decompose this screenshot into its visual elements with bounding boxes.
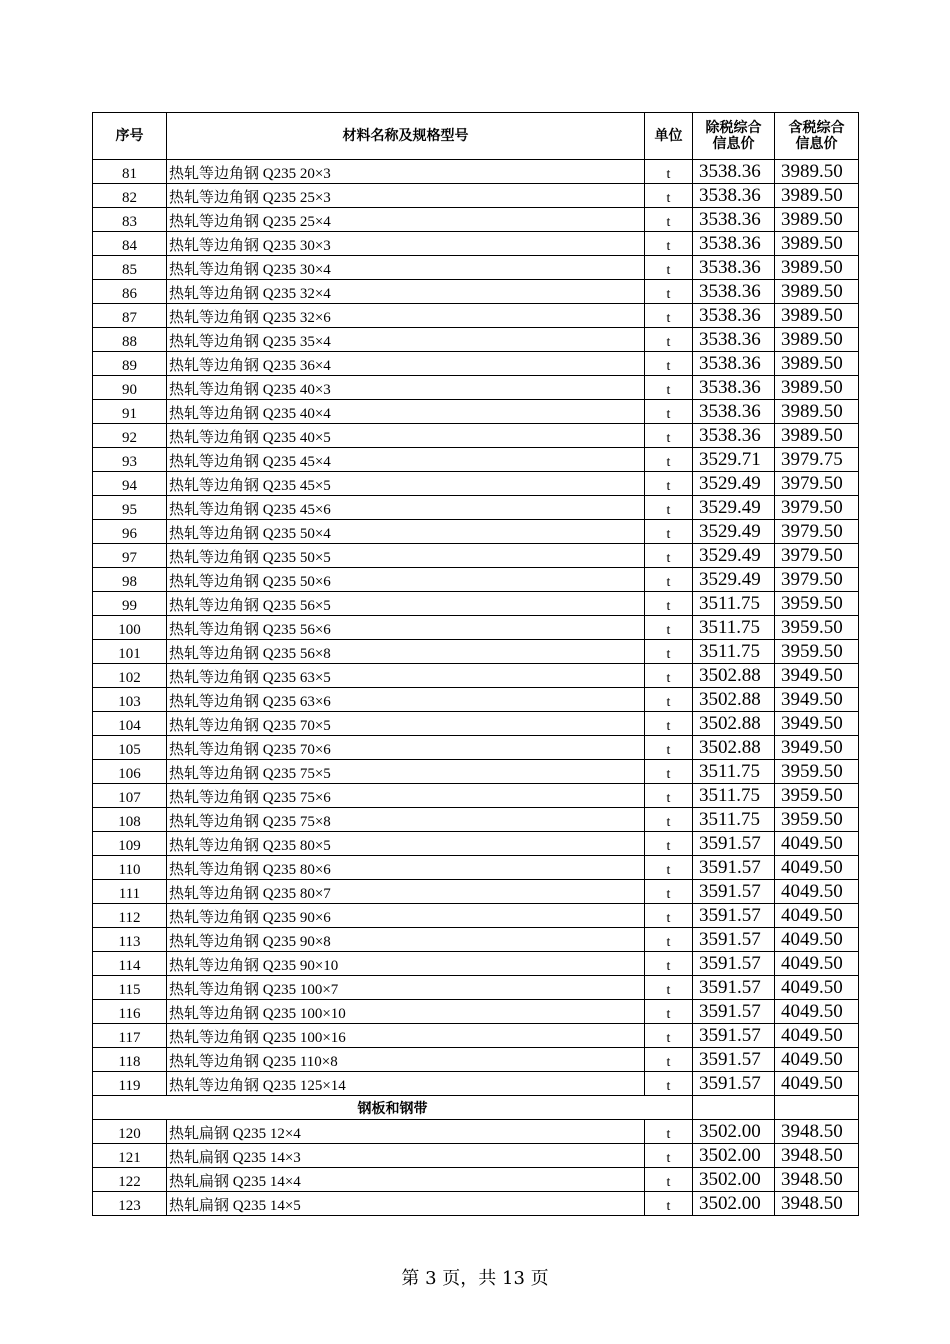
row-material-name: 热轧等边角钢 Q235 90×10: [167, 952, 645, 976]
row-unit: t: [645, 736, 693, 760]
row-material-name: 热轧等边角钢 Q235 40×3: [167, 376, 645, 400]
table-row: [93, 592, 859, 616]
row-price-in-tax: 4049.50: [775, 856, 859, 880]
row-unit: t: [645, 1168, 693, 1192]
row-price-in-tax: 4049.50: [775, 1000, 859, 1024]
row-index: 87: [93, 304, 167, 328]
header-price-ex-tax: [693, 113, 775, 160]
row-price-ex-tax: 3538.36: [693, 304, 775, 328]
row-index: 115: [93, 976, 167, 1000]
price-table: [92, 112, 859, 1216]
row-index: 121: [93, 1144, 167, 1168]
row-material-name: 热轧扁钢 Q235 14×3: [167, 1144, 645, 1168]
row-price-ex-tax: 3538.36: [693, 184, 775, 208]
row-material-name: 热轧等边角钢 Q235 100×10: [167, 1000, 645, 1024]
row-unit: t: [645, 856, 693, 880]
header-index: 序号: [93, 113, 167, 160]
table-row: [93, 160, 859, 184]
row-price-ex-tax: 3529.49: [693, 568, 775, 592]
row-material-name: 热轧等边角钢 Q235 25×4: [167, 208, 645, 232]
table-row: [93, 928, 859, 952]
row-unit: t: [645, 352, 693, 376]
row-price-ex-tax: 3538.36: [693, 328, 775, 352]
row-unit: t: [645, 208, 693, 232]
row-material-name: 热轧等边角钢 Q235 70×5: [167, 712, 645, 736]
row-unit: t: [645, 1024, 693, 1048]
table-row: [93, 616, 859, 640]
row-unit: t: [645, 256, 693, 280]
header-price-in-line1: 含税综合: [788, 120, 845, 136]
row-index: 123: [93, 1192, 167, 1216]
row-price-in-tax: 3979.50: [775, 472, 859, 496]
header-price-ex-line2: 信息价: [712, 136, 755, 152]
row-unit: t: [645, 376, 693, 400]
row-price-ex-tax: 3529.71: [693, 448, 775, 472]
row-index: 83: [93, 208, 167, 232]
table-row: [93, 952, 859, 976]
row-price-in-tax: 3959.50: [775, 592, 859, 616]
row-unit: t: [645, 232, 693, 256]
table-row: [93, 832, 859, 856]
row-material-name: 热轧等边角钢 Q235 50×4: [167, 520, 645, 544]
row-unit: t: [645, 712, 693, 736]
row-price-in-tax: 3948.50: [775, 1120, 859, 1144]
row-index: 95: [93, 496, 167, 520]
row-material-name: 热轧等边角钢 Q235 100×16: [167, 1024, 645, 1048]
row-unit: t: [645, 1072, 693, 1096]
table-row: [93, 400, 859, 424]
row-price-ex-tax: 3591.57: [693, 1024, 775, 1048]
row-unit: t: [645, 520, 693, 544]
table-row: [93, 904, 859, 928]
row-price-ex-tax: 3502.88: [693, 664, 775, 688]
section-row-group: [93, 1096, 859, 1120]
table-row: [93, 808, 859, 832]
row-unit: t: [645, 808, 693, 832]
row-price-in-tax: 3989.50: [775, 160, 859, 184]
row-index: 107: [93, 784, 167, 808]
row-price-in-tax: 3989.50: [775, 304, 859, 328]
row-price-in-tax: 4049.50: [775, 880, 859, 904]
row-unit: t: [645, 184, 693, 208]
row-index: 89: [93, 352, 167, 376]
row-price-ex-tax: 3502.88: [693, 736, 775, 760]
row-unit: t: [645, 1144, 693, 1168]
row-material-name: 热轧等边角钢 Q235 56×5: [167, 592, 645, 616]
row-material-name: 热轧等边角钢 Q235 63×6: [167, 688, 645, 712]
row-unit: t: [645, 832, 693, 856]
row-material-name: 热轧等边角钢 Q235 80×5: [167, 832, 645, 856]
row-price-in-tax: 3979.50: [775, 544, 859, 568]
row-price-in-tax: 4049.50: [775, 1024, 859, 1048]
row-index: 86: [93, 280, 167, 304]
row-unit: t: [645, 928, 693, 952]
row-price-ex-tax: 3538.36: [693, 400, 775, 424]
row-material-name: 热轧等边角钢 Q235 50×6: [167, 568, 645, 592]
table-row: [93, 424, 859, 448]
row-material-name: 热轧等边角钢 Q235 40×5: [167, 424, 645, 448]
table-row: [93, 976, 859, 1000]
row-index: 94: [93, 472, 167, 496]
row-price-ex-tax: 3538.36: [693, 208, 775, 232]
row-index: 108: [93, 808, 167, 832]
row-index: 100: [93, 616, 167, 640]
row-price-in-tax: 3948.50: [775, 1168, 859, 1192]
row-material-name: 热轧等边角钢 Q235 35×4: [167, 328, 645, 352]
row-price-in-tax: 4049.50: [775, 1072, 859, 1096]
row-price-in-tax: 3989.50: [775, 208, 859, 232]
table-row: [93, 304, 859, 328]
table-row: [93, 664, 859, 688]
table-row: [93, 688, 859, 712]
row-unit: t: [645, 952, 693, 976]
row-material-name: 热轧等边角钢 Q235 32×6: [167, 304, 645, 328]
row-price-ex-tax: 3538.36: [693, 424, 775, 448]
table-row: [93, 1000, 859, 1024]
row-material-name: 热轧等边角钢 Q235 75×8: [167, 808, 645, 832]
row-index: 101: [93, 640, 167, 664]
row-index: 99: [93, 592, 167, 616]
row-index: 122: [93, 1168, 167, 1192]
header-unit: 单位: [645, 113, 693, 160]
row-material-name: 热轧等边角钢 Q235 45×4: [167, 448, 645, 472]
row-unit: t: [645, 880, 693, 904]
row-price-ex-tax: 3591.57: [693, 928, 775, 952]
row-price-ex-tax: 3591.57: [693, 832, 775, 856]
row-index: 88: [93, 328, 167, 352]
row-price-in-tax: 3989.50: [775, 424, 859, 448]
row-price-in-tax: 3949.50: [775, 712, 859, 736]
row-unit: t: [645, 568, 693, 592]
page-footer: 第 3 页，共 13 页: [401, 1268, 549, 1289]
row-unit: t: [645, 760, 693, 784]
row-material-name: 热轧等边角钢 Q235 90×8: [167, 928, 645, 952]
row-price-in-tax: 3959.50: [775, 616, 859, 640]
row-index: 104: [93, 712, 167, 736]
row-unit: t: [645, 424, 693, 448]
row-material-name: 热轧等边角钢 Q235 56×8: [167, 640, 645, 664]
row-index: 96: [93, 520, 167, 544]
row-index: 116: [93, 1000, 167, 1024]
row-unit: t: [645, 400, 693, 424]
table-row: [93, 208, 859, 232]
row-price-ex-tax: 3529.49: [693, 472, 775, 496]
row-price-ex-tax: 3529.49: [693, 496, 775, 520]
row-price-in-tax: 4049.50: [775, 928, 859, 952]
row-unit: t: [645, 544, 693, 568]
section-blank-cell: [693, 1096, 775, 1120]
row-index: 98: [93, 568, 167, 592]
row-price-in-tax: 3949.50: [775, 664, 859, 688]
row-price-in-tax: 3948.50: [775, 1192, 859, 1216]
row-unit: t: [645, 784, 693, 808]
table-row: [93, 880, 859, 904]
section-blank-cell: [775, 1096, 859, 1120]
row-material-name: 热轧等边角钢 Q235 70×6: [167, 736, 645, 760]
row-price-in-tax: 3989.50: [775, 184, 859, 208]
row-price-in-tax: 3959.50: [775, 808, 859, 832]
table-row: [93, 736, 859, 760]
row-price-ex-tax: 3591.57: [693, 880, 775, 904]
row-price-in-tax: 3979.75: [775, 448, 859, 472]
row-unit: t: [645, 160, 693, 184]
row-unit: t: [645, 904, 693, 928]
row-price-ex-tax: 3511.75: [693, 760, 775, 784]
header-price-in-line2: 信息价: [795, 136, 838, 152]
row-price-ex-tax: 3511.75: [693, 784, 775, 808]
row-index: 106: [93, 760, 167, 784]
row-index: 110: [93, 856, 167, 880]
row-price-in-tax: 4049.50: [775, 904, 859, 928]
row-unit: t: [645, 616, 693, 640]
row-price-ex-tax: 3591.57: [693, 976, 775, 1000]
row-price-ex-tax: 3511.75: [693, 616, 775, 640]
row-index: 81: [93, 160, 167, 184]
section-title: 钢板和钢带: [93, 1096, 693, 1120]
row-index: 90: [93, 376, 167, 400]
table-row: [93, 496, 859, 520]
row-unit: t: [645, 1048, 693, 1072]
row-material-name: 热轧等边角钢 Q235 56×6: [167, 616, 645, 640]
row-material-name: 热轧等边角钢 Q235 30×4: [167, 256, 645, 280]
row-material-name: 热轧等边角钢 Q235 40×4: [167, 400, 645, 424]
row-price-in-tax: 4049.50: [775, 976, 859, 1000]
table-row: [93, 328, 859, 352]
row-price-in-tax: 4049.50: [775, 1048, 859, 1072]
row-price-ex-tax: 3502.00: [693, 1120, 775, 1144]
row-price-ex-tax: 3591.57: [693, 1072, 775, 1096]
row-material-name: 热轧等边角钢 Q235 100×7: [167, 976, 645, 1000]
row-unit: t: [645, 280, 693, 304]
table-body-flat-steel: [93, 1120, 859, 1216]
row-material-name: 热轧等边角钢 Q235 45×5: [167, 472, 645, 496]
row-unit: t: [645, 688, 693, 712]
row-price-in-tax: 3989.50: [775, 328, 859, 352]
row-price-in-tax: 3979.50: [775, 496, 859, 520]
row-unit: t: [645, 472, 693, 496]
row-price-ex-tax: 3538.36: [693, 376, 775, 400]
row-unit: t: [645, 448, 693, 472]
row-unit: t: [645, 640, 693, 664]
row-material-name: 热轧等边角钢 Q235 30×3: [167, 232, 645, 256]
row-price-ex-tax: 3511.75: [693, 640, 775, 664]
row-price-ex-tax: 3591.57: [693, 952, 775, 976]
row-price-in-tax: 3979.50: [775, 568, 859, 592]
row-index: 85: [93, 256, 167, 280]
row-material-name: 热轧扁钢 Q235 14×5: [167, 1192, 645, 1216]
table-row: [93, 760, 859, 784]
row-unit: t: [645, 1120, 693, 1144]
row-index: 120: [93, 1120, 167, 1144]
row-unit: t: [645, 976, 693, 1000]
row-material-name: 热轧等边角钢 Q235 110×8: [167, 1048, 645, 1072]
header-price-in-tax: [775, 113, 859, 160]
table-row: [93, 184, 859, 208]
table-row: [93, 1192, 859, 1216]
row-price-ex-tax: 3502.00: [693, 1144, 775, 1168]
row-price-in-tax: 3948.50: [775, 1144, 859, 1168]
table-row: [93, 712, 859, 736]
row-price-in-tax: 4049.50: [775, 832, 859, 856]
row-price-ex-tax: 3511.75: [693, 592, 775, 616]
row-unit: t: [645, 496, 693, 520]
row-price-in-tax: 3949.50: [775, 736, 859, 760]
table-row: [93, 256, 859, 280]
row-unit: t: [645, 1000, 693, 1024]
row-index: 118: [93, 1048, 167, 1072]
row-index: 111: [93, 880, 167, 904]
row-price-in-tax: 3989.50: [775, 256, 859, 280]
table-row: [93, 472, 859, 496]
table-row: [93, 1120, 859, 1144]
row-material-name: 热轧等边角钢 Q235 80×7: [167, 880, 645, 904]
row-price-ex-tax: 3538.36: [693, 352, 775, 376]
row-price-in-tax: 3989.50: [775, 400, 859, 424]
table-row: [93, 1072, 859, 1096]
row-unit: t: [645, 664, 693, 688]
row-price-in-tax: 3979.50: [775, 520, 859, 544]
table-body-angle-steel: [93, 160, 859, 1096]
row-price-in-tax: 3959.50: [775, 640, 859, 664]
row-material-name: 热轧等边角钢 Q235 75×5: [167, 760, 645, 784]
table-row: [93, 640, 859, 664]
row-material-name: 热轧等边角钢 Q235 125×14: [167, 1072, 645, 1096]
row-unit: t: [645, 592, 693, 616]
row-unit: t: [645, 328, 693, 352]
row-index: 82: [93, 184, 167, 208]
row-price-ex-tax: 3538.36: [693, 280, 775, 304]
row-index: 103: [93, 688, 167, 712]
row-price-ex-tax: 3591.57: [693, 1000, 775, 1024]
row-price-ex-tax: 3511.75: [693, 808, 775, 832]
row-material-name: 热轧等边角钢 Q235 32×4: [167, 280, 645, 304]
table-row: [93, 784, 859, 808]
row-index: 97: [93, 544, 167, 568]
row-index: 84: [93, 232, 167, 256]
row-price-ex-tax: 3591.57: [693, 904, 775, 928]
row-price-ex-tax: 3502.88: [693, 688, 775, 712]
row-material-name: 热轧等边角钢 Q235 90×6: [167, 904, 645, 928]
row-index: 112: [93, 904, 167, 928]
row-price-ex-tax: 3538.36: [693, 256, 775, 280]
row-index: 113: [93, 928, 167, 952]
table-row: [93, 376, 859, 400]
row-material-name: 热轧扁钢 Q235 12×4: [167, 1120, 645, 1144]
table-row: [93, 1048, 859, 1072]
row-price-in-tax: 3949.50: [775, 688, 859, 712]
row-price-ex-tax: 3538.36: [693, 160, 775, 184]
table-row: [93, 544, 859, 568]
row-price-in-tax: 3989.50: [775, 376, 859, 400]
row-price-ex-tax: 3529.49: [693, 520, 775, 544]
row-index: 91: [93, 400, 167, 424]
row-material-name: 热轧等边角钢 Q235 80×6: [167, 856, 645, 880]
row-material-name: 热轧等边角钢 Q235 75×6: [167, 784, 645, 808]
section-row: [93, 1096, 859, 1120]
row-unit: t: [645, 304, 693, 328]
row-index: 92: [93, 424, 167, 448]
header-row: [93, 113, 859, 160]
row-price-ex-tax: 3502.88: [693, 712, 775, 736]
row-price-in-tax: 3989.50: [775, 280, 859, 304]
row-material-name: 热轧等边角钢 Q235 25×3: [167, 184, 645, 208]
table-row: [93, 1024, 859, 1048]
table-row: [93, 520, 859, 544]
row-material-name: 热轧扁钢 Q235 14×4: [167, 1168, 645, 1192]
row-material-name: 热轧等边角钢 Q235 45×6: [167, 496, 645, 520]
table-row: [93, 1168, 859, 1192]
row-price-ex-tax: 3529.49: [693, 544, 775, 568]
row-material-name: 热轧等边角钢 Q235 50×5: [167, 544, 645, 568]
row-unit: t: [645, 1192, 693, 1216]
row-index: 119: [93, 1072, 167, 1096]
row-price-ex-tax: 3591.57: [693, 856, 775, 880]
row-index: 117: [93, 1024, 167, 1048]
row-price-ex-tax: 3502.00: [693, 1168, 775, 1192]
table-row: [93, 280, 859, 304]
row-price-in-tax: 4049.50: [775, 952, 859, 976]
row-price-in-tax: 3989.50: [775, 232, 859, 256]
row-index: 105: [93, 736, 167, 760]
row-index: 114: [93, 952, 167, 976]
table-row: [93, 448, 859, 472]
row-material-name: 热轧等边角钢 Q235 63×5: [167, 664, 645, 688]
table-row: [93, 568, 859, 592]
table-row: [93, 856, 859, 880]
row-material-name: 热轧等边角钢 Q235 20×3: [167, 160, 645, 184]
row-price-ex-tax: 3538.36: [693, 232, 775, 256]
table-row: [93, 232, 859, 256]
row-material-name: 热轧等边角钢 Q235 36×4: [167, 352, 645, 376]
header-price-ex-line1: 除税综合: [705, 120, 762, 136]
table-row: [93, 352, 859, 376]
row-price-ex-tax: 3591.57: [693, 1048, 775, 1072]
row-price-ex-tax: 3502.00: [693, 1192, 775, 1216]
row-index: 102: [93, 664, 167, 688]
row-index: 93: [93, 448, 167, 472]
header-name: 材料名称及规格型号: [167, 113, 645, 160]
table-row: [93, 1144, 859, 1168]
row-price-in-tax: 3989.50: [775, 352, 859, 376]
row-price-in-tax: 3959.50: [775, 760, 859, 784]
row-price-in-tax: 3959.50: [775, 784, 859, 808]
row-index: 109: [93, 832, 167, 856]
